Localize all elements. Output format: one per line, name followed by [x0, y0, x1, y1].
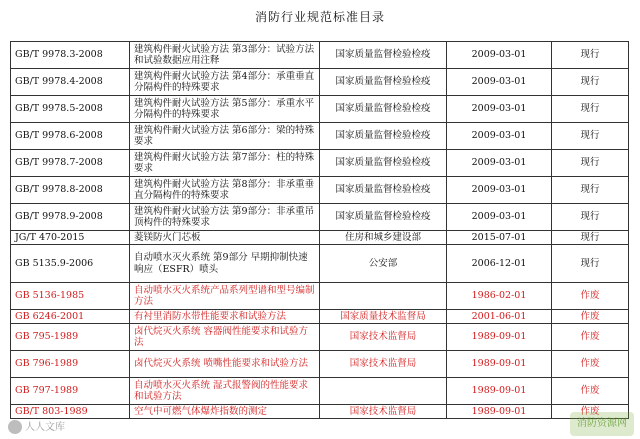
status-cell: 作废: [552, 378, 629, 405]
standard-name: 建筑构件耐火试验方法 第8部分：非承重垂直分隔构件的特殊要求: [130, 177, 320, 204]
effective-date: 2009-03-01: [447, 123, 552, 150]
issuing-dept: 国家质量监督检验检疫: [320, 204, 447, 231]
issuing-dept: 国家技术监督局: [320, 324, 447, 351]
table-row: [11, 405, 629, 419]
standard-name: 建筑构件耐火试验方法 第3部分：试验方法和试验数据应用注释: [130, 42, 320, 69]
table-row: [11, 310, 629, 324]
issuing-dept: 国家质量监督检验检疫: [320, 123, 447, 150]
status-cell: 作废: [552, 283, 629, 310]
effective-date: 2009-03-01: [447, 42, 552, 69]
standard-code: GB/T 9978.4-2008: [11, 69, 130, 96]
standard-code: GB 5135.9-2006: [11, 245, 130, 283]
standard-code: GB/T 803-1989: [11, 405, 130, 419]
standard-name: 自动喷水灭火系统产品系列型谱和型号编制方法: [130, 283, 320, 310]
status-cell: 作废: [552, 351, 629, 378]
standard-name: 建筑构件耐火试验方法 第6部分：梁的特殊要求: [130, 123, 320, 150]
status-cell: 现行: [552, 123, 629, 150]
table-row: [11, 324, 629, 351]
standard-name: 自动喷水灭火系统 第9部分 早期抑制快速响应（ESFR）喷头: [130, 245, 320, 283]
issuing-dept: 国家质量技术监督局: [320, 310, 447, 324]
issuing-dept: [320, 283, 447, 310]
table-row: [11, 96, 629, 123]
standard-name: 自动喷水灭火系统 湿式报警阀的性能要求和试验方法: [130, 378, 320, 405]
standard-name: 建筑构件耐火试验方法 第5部分：承重水平分隔构件的特殊要求: [130, 96, 320, 123]
table-row: [11, 177, 629, 204]
effective-date: 2001-06-01: [447, 310, 552, 324]
status-cell: 作废: [552, 324, 629, 351]
table-row: [11, 204, 629, 231]
issuing-dept: 公安部: [320, 245, 447, 283]
standard-name: 卤代烷灭火系统 喷嘴性能要求和试验方法: [130, 351, 320, 378]
effective-date: 1989-09-01: [447, 324, 552, 351]
effective-date: 2009-03-01: [447, 69, 552, 96]
standards-table: [10, 41, 629, 419]
status-cell: 作废: [552, 310, 629, 324]
standard-name: 有衬里消防水带性能要求和试验方法: [130, 310, 320, 324]
standard-code: GB/T 9978.3-2008: [11, 42, 130, 69]
effective-date: 1986-02-01: [447, 283, 552, 310]
standard-name: 空气中可燃气体爆炸指数的测定: [130, 405, 320, 419]
standard-code: GB/T 9978.5-2008: [11, 96, 130, 123]
standard-name: 建筑构件耐火试验方法 第9部分：非承重吊顶构件的特殊要求: [130, 204, 320, 231]
standard-code: GB/T 9978.9-2008: [11, 204, 130, 231]
standard-code: GB 796-1989: [11, 351, 130, 378]
effective-date: 2009-03-01: [447, 150, 552, 177]
standard-name: 菱镁防火门芯板: [130, 231, 320, 245]
issuing-dept: 国家技术监督局: [320, 351, 447, 378]
status-cell: 作废: [552, 405, 629, 419]
standard-code: JG/T 470-2015: [11, 231, 130, 245]
table-row: [11, 42, 629, 69]
standard-code: GB 6246-2001: [11, 310, 130, 324]
issuing-dept: 国家技术监督局: [320, 405, 447, 419]
standard-name: 卤代烷灭火系统 容器阀性能要求和试验方法: [130, 324, 320, 351]
status-cell: 现行: [552, 204, 629, 231]
table-row: [11, 378, 629, 405]
effective-date: 1989-09-01: [447, 405, 552, 419]
status-cell: 现行: [552, 96, 629, 123]
status-cell: 现行: [552, 150, 629, 177]
page-title: 消防行业规范标准目录: [254, 10, 385, 24]
watermark-logo-icon: [8, 420, 22, 434]
effective-date: 2009-03-01: [447, 204, 552, 231]
effective-date: 2009-03-01: [447, 96, 552, 123]
watermark-left-text: 人人文库: [25, 422, 65, 433]
issuing-dept: 国家质量监督检验检疫: [320, 69, 447, 96]
table-row: [11, 351, 629, 378]
effective-date: 2006-12-01: [447, 245, 552, 283]
standard-code: GB/T 9978.6-2008: [11, 123, 130, 150]
effective-date: 2009-03-01: [447, 177, 552, 204]
status-cell: 现行: [552, 69, 629, 96]
status-cell: 现行: [552, 42, 629, 69]
effective-date: 2015-07-01: [447, 231, 552, 245]
table-row: [11, 150, 629, 177]
standard-name: 建筑构件耐火试验方法 第7部分：柱的特殊要求: [130, 150, 320, 177]
status-cell: 现行: [552, 177, 629, 204]
standard-code: GB 797-1989: [11, 378, 130, 405]
table-row: [11, 231, 629, 245]
effective-date: 1989-09-01: [447, 378, 552, 405]
issuing-dept: 国家质量监督检验检疫: [320, 96, 447, 123]
status-cell: 现行: [552, 245, 629, 283]
effective-date: 1989-09-01: [447, 351, 552, 378]
table-row: [11, 245, 629, 283]
table-row: [11, 123, 629, 150]
issuing-dept: [320, 378, 447, 405]
issuing-dept: 国家质量监督检验检疫: [320, 177, 447, 204]
standard-code: GB/T 9978.7-2008: [11, 150, 130, 177]
issuing-dept: 国家质量监督检验检疫: [320, 150, 447, 177]
table-row: [11, 283, 629, 310]
status-cell: 现行: [552, 231, 629, 245]
standard-code: GB 795-1989: [11, 324, 130, 351]
watermark-left: [8, 418, 65, 434]
issuing-dept: 国家质量监督检验检疫: [320, 42, 447, 69]
standard-code: GB/T 9978.8-2008: [11, 177, 130, 204]
table-row: [11, 69, 629, 96]
standard-name: 建筑构件耐火试验方法 第4部分：承重垂直分隔构件的特殊要求: [130, 69, 320, 96]
issuing-dept: 住房和城乡建设部: [320, 231, 447, 245]
watermark-right: 消防资源网: [570, 412, 634, 436]
standard-code: GB 5136-1985: [11, 283, 130, 310]
